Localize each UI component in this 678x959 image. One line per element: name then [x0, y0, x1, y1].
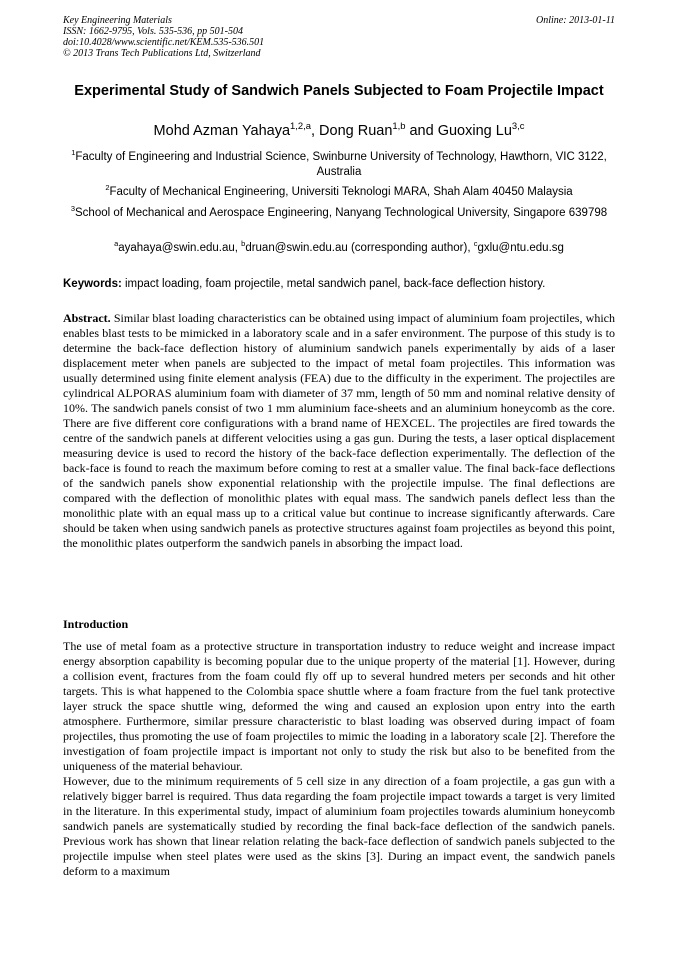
email-link[interactable]: gxlu@ntu.edu.sg: [477, 242, 564, 254]
author-name: Mohd Azman Yahaya: [153, 123, 291, 139]
email-link[interactable]: druan@swin.edu.au (corresponding author): [245, 242, 468, 254]
affiliation-text: Faculty of Engineering and Industrial Science, Swinburne University of Technology, Hawthorn, VIC 3122, Australia: [75, 151, 607, 178]
affiliation-number: 2: [105, 183, 110, 193]
issn-line: ISSN: 1662-9795, Vols. 535-536, pp 501-504: [63, 26, 243, 37]
affiliation-text: Faculty of Mechanical Engineering, Universiti Teknologi MARA, Shah Alam 40450 Malaysia: [109, 186, 573, 198]
affiliation-3: [63, 206, 615, 221]
author-superscript: 1,b: [392, 120, 406, 132]
introduction-body: [63, 639, 615, 879]
section-heading-introduction: Introduction: [63, 617, 129, 631]
keywords-text: impact loading, foam projectile, metal sandwich panel, back-face deflection history.: [121, 278, 546, 290]
abstract-label: Abstract.: [63, 311, 111, 325]
online-date: Online: 2013-01-11: [536, 15, 615, 26]
affiliation-1: [63, 150, 615, 180]
author-name: Guoxing Lu: [437, 123, 512, 139]
email-link[interactable]: ayahaya@swin.edu.au: [118, 242, 235, 254]
paper-title: Experimental Study of Sandwich Panels Subjected to Foam Projectile Impact: [74, 83, 604, 99]
affiliation-2: [63, 185, 615, 200]
email-separator: ,: [234, 242, 242, 254]
affiliation-number: 3: [70, 204, 76, 214]
copyright-line: © 2013 Trans Tech Publications Ltd, Switzerland: [63, 48, 261, 59]
abstract-text: Similar blast loading characteristics can be obtained using impact of aluminium foam projectiles, which enables blast tests to be mimicked in a laboratory scale and in a safer environment. The purpose of this study is to determine the back-face deflection history of aluminium sandwich panels experimentally by aids of a laser displacement meter when panels are subjected to the impact of metal foam projectiles. This information was usually determined using finite element analysis (FEA) due to the difficulty in the experiment. The projectiles are cylindrical ALPORAS aluminium foam with diameter of 37 mm, length of 50 mm and nominal relative density of 10%. The sandwich panels consist of two 1 mm aluminium face-sheets and an aluminium honeycomb as the core. There are five different core configurations with a brand name of HEXCEL. The projectiles are fired towards the centre of the sandwich panels at different velocities using a gas gun. During the tests, a laser optical displacement measuring device is used to record the history of the back-face deflection experimentally. The deflection of the back-face is found to reach the maximum before coming to rest at a smaller value. The final back-face deflections of the sandwich panels show exponential relationship with the projectile impulse. The final deflections are compared with the deflection of monolithic plates with equal mass. The sandwich panels deflect less than the monolithic plate with an equal mass up to a critical value but continue to increase significantly afterwards. Care should be taken when using sandwich panels as protective structures against foam projectiles as beyond this point, the monolithic plates outperform the sandwich panels in absorbing the impact load.: [63, 311, 615, 550]
paragraph: However, due to the minimum requirements of 5 cell size in any direction of a foam projectile, a gas gun with a relatively bigger barrel is required. Thus data regarding the foam projectile impact towards a target is very limited in the literature. In this experimental study, impact of aluminium foam projectiles towards aluminium honeycomb sandwich panels are systematically studied by recording the final back-face deflection of the sandwich panels. Previous work has shown that linear relation relating the back-face deflection of sandwich panels subjected to the projectile impulse when steel plates were used as the skins [3]. During an impact event, the sandwich panels deform to a maximum: [63, 774, 615, 878]
email-superscript: c: [473, 239, 478, 249]
keywords: [63, 277, 615, 292]
email-superscript: a: [114, 239, 119, 249]
affiliation-number: 1: [71, 148, 76, 158]
author-superscript: 1,2,a: [290, 120, 311, 132]
author-superscript: 3,c: [511, 120, 525, 132]
email-superscript: b: [241, 239, 246, 249]
keywords-label: Keywords:: [63, 278, 122, 290]
email-separator: ,: [467, 242, 474, 254]
author-name: Dong Ruan: [319, 123, 393, 139]
email-line: [63, 241, 615, 256]
author-separator: and: [405, 123, 438, 139]
author-separator: ,: [310, 123, 320, 139]
doi-line: doi:10.4028/www.scientific.net/KEM.535-536.501: [63, 37, 265, 48]
journal-name: Key Engineering Materials: [63, 15, 172, 26]
author-list: [63, 122, 615, 140]
affiliation-text: School of Mechanical and Aerospace Engineering, Nanyang Technological University, Singapore 639798: [75, 207, 608, 219]
abstract: [63, 311, 615, 551]
publication-header: [63, 15, 615, 59]
paragraph: The use of metal foam as a protective structure in transportation industry to reduce weight and increase impact energy absorption capability is becoming popular due to the unique property of the material [1]. However, during a collision event, fractures from the foam could fly off up to several hundred meters per seconds and hit other targets. This is what happened to the Colombia space shuttle where a foam fracture from the fuel tank protective layer struck the space shuttle wing, deformed the wing and caused an explosion upon entry into the earth atmosphere. Furthermore, similar pressure characteristic to blast loading was observed during impact of foam projectiles, thus promoting the use of foam projectiles to mimic the loading in a laboratory scale [2]. Therefore the investigation of foam projectile impact is important not only to study the risk but also to be benefited from the uniqueness of the material behaviour.: [63, 639, 615, 773]
